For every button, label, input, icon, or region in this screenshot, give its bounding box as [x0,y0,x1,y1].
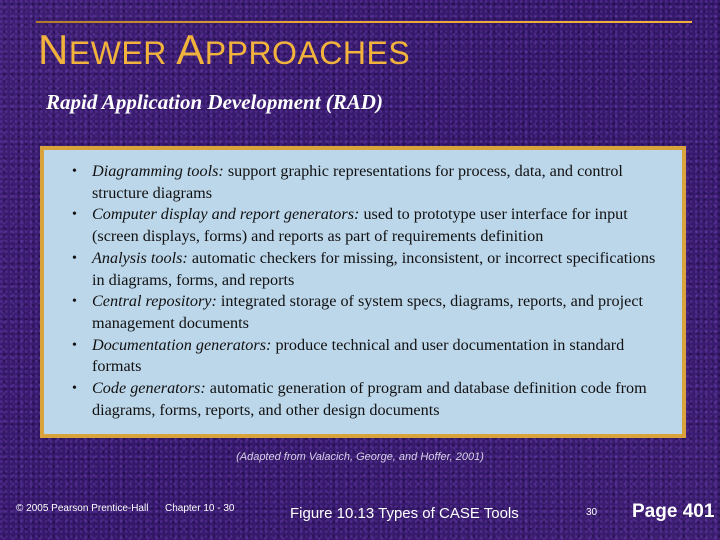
footer-page-number: Page 401 [632,501,715,522]
case-tools-list [44,150,682,421]
footer-slide-number: 30 [586,507,598,518]
footer-figure-caption: Figure 10.13 Types of CASE Tools [290,505,519,522]
title-rest-1: EWER [68,35,177,71]
bullet-icon: • [72,164,77,179]
list-item [68,204,668,247]
list-item [68,335,668,378]
item-term: Documentation generators: [92,335,272,354]
item-description: integrated storage of system specs, diagrams, reports, and project management documents [92,292,643,332]
item-term: Diagramming tools: [92,162,224,180]
bullet-icon: • [72,337,77,353]
footer-copyright: © 2005 Pearson Prentice-Hall [16,503,149,514]
item-description: used to prototype user interface for input (screen displays, forms) and reports as part of requirements definition [92,205,628,246]
item-term: Central repository: [92,292,217,311]
item-description: automatic generation of program and database definition code from diagrams, forms, reports, and other design documents [92,379,647,419]
footer-chapter: Chapter 10 - 30 [165,503,235,514]
item-term: Analysis tools: [92,248,188,267]
title-initial-1: N [38,26,69,73]
title-initial-2: A [176,26,205,73]
list-item [68,248,668,291]
item-description: automatic checkers for missing, inconsistent, or incorrect specifications in diagrams, forms, and reports [92,248,656,289]
case-tools-figure [40,146,686,438]
bullet-icon: • [72,207,77,223]
item-description: produce technical and user documentation in standard formats [92,335,625,376]
title-rest-2: PPROACHES [204,35,411,71]
bullet-icon: • [72,294,77,310]
item-term: Code generators: [92,379,206,398]
item-term: Computer display and report generators: [92,205,360,224]
figure-source-citation: (Adapted from Valacich, George, and Hoffer, 2001) [236,451,484,463]
title-rule [36,21,692,23]
list-item [68,161,668,204]
bullet-icon: • [72,381,77,397]
list-item [68,378,668,421]
item-description: support graphic representations for process, data, and control structure diagrams [92,162,623,202]
list-item [68,291,668,334]
bullet-icon: • [72,250,77,266]
slide-title [38,26,410,74]
slide-subtitle: Rapid Application Development (RAD) [46,90,383,114]
